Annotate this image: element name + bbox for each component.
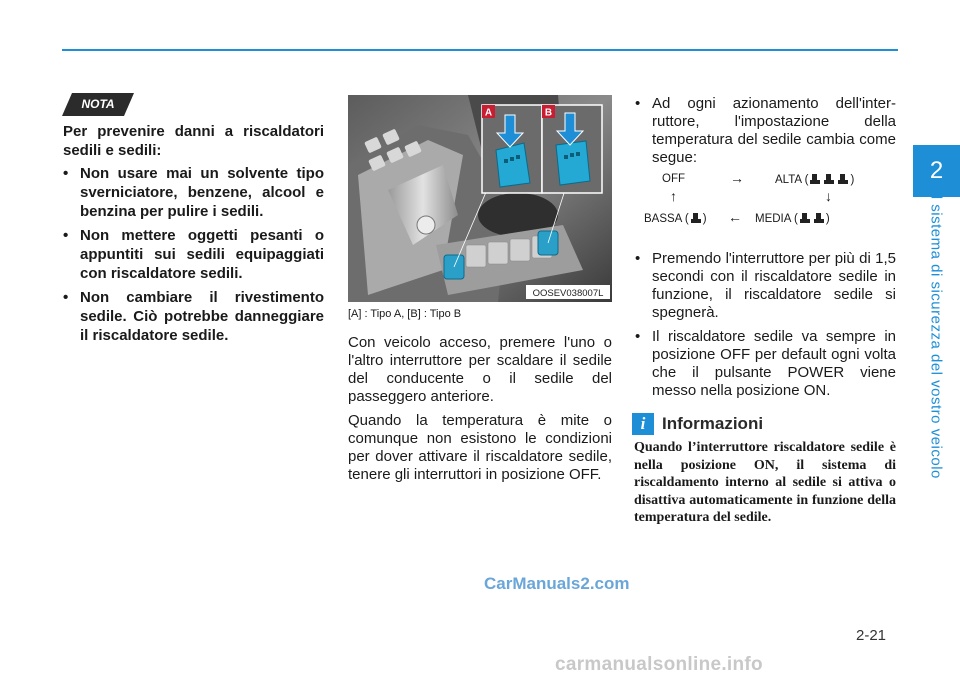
nota-item: • Non cambiare il rivestimento sedile. Ciò potrebbe danneggiare il riscaldatore sedile. [63,288,324,345]
chapter-tab[interactable] [913,145,960,197]
figure-image-code: OOSEV038007L [532,288,604,299]
footer-watermark: carmanualsonline.info [555,654,763,675]
nota-item: • Non mettere oggetti pesanti o appuntiti sui sedili equipaggiati con riscaldatore sedili. [63,226,324,283]
cycle-media-label: MEDIA ( [755,213,798,225]
cycle-close: ) [850,174,855,186]
main-paragraph-1: Con veicolo acceso, premere l'uno o l'altro interruttore per scaldare il sedile del conducente o il sedile del passeggero anteriore. [348,334,612,405]
seat-heat-icon [823,173,835,185]
section-title-vertical [916,191,956,479]
seat-heat-icon [837,173,849,185]
figure-label-b: B [544,107,553,119]
figure-label-a: A [484,107,493,119]
cycle-bassa [644,212,707,225]
cycle-off: OFF [662,173,685,185]
arrow-up-icon: ↑ [670,188,677,204]
nota-badge [62,93,134,116]
seat-heat-icon [690,212,702,224]
main-text [348,334,612,490]
cycle-close: ) [825,213,830,225]
header-rule [62,49,898,51]
right-column-top [635,95,896,173]
arrow-left-icon: ← [728,209,742,225]
nota-intro: Per prevenire danni a riscaldatori sedili e sedili: [63,123,324,159]
long-press-bullet: • Premendo l'interruttore per più di 1,5 secondi con il riscaldatore sedile in funzione, il riscaldatore sedile si spegnerà. [635,250,896,322]
console-illustration [348,95,612,302]
section-title: Il sistema di sicurezza del vostro veicolo [927,191,945,479]
arrow-down-icon: ↓ [825,188,832,204]
info-header [632,413,763,435]
default-off-bullet: • Il riscaldatore sedile va sempre in posizione OFF per default ogni volta che il pulsante POWER viene messo nella posizione ON. [635,328,896,400]
cycle-bassa-label: BASSA ( [644,213,689,225]
info-body: Quando l’interruttore riscaldatore sedile è nella posizione ON, il sistema di riscaldamento interno al sedile si attiva o disattiva automaticamente in funzione della temperatura del sedile. [634,440,896,525]
info-title: Informazioni [662,414,764,433]
seat-heat-icon [813,212,825,224]
chapter-number: 2 [929,157,944,184]
temperature-cycle-diagram [632,168,896,234]
right-column-bottom [635,250,896,406]
info-icon: i [632,413,654,435]
figure-caption: [A] : Tipo A, [B] : Tipo B [348,308,462,320]
cycle-alta-label: ALTA ( [775,174,809,186]
seat-heat-icon [799,212,811,224]
watermark-link[interactable]: CarManuals2.com [484,574,630,593]
main-paragraph-2: Quando la temperatura è mite o comunque non esistono le condizioni per dover attivare il riscaldatore sedile, tenere gli interruttori in posizione OFF. [348,412,612,483]
nota-item: • Non usare mai un solvente tipo sverniciatore, benzene, alcool e benzina per pulire i sedili. [63,164,324,221]
nota-block [63,122,324,350]
page-number: 2-21 [856,627,887,644]
nota-label: NOTA [81,97,115,111]
cycle-media [755,212,830,225]
arrow-right-icon: → [730,170,744,186]
switch-cycle-bullet: • Ad ogni azionamento dell'inter-ruttore, l'impostazione della temperatura del sedile cambia come segue: [635,95,896,167]
seat-heat-icon [809,173,821,185]
cycle-alta [775,173,854,186]
seat-heater-switch-photo [348,95,612,302]
cycle-close: ) [702,213,707,225]
